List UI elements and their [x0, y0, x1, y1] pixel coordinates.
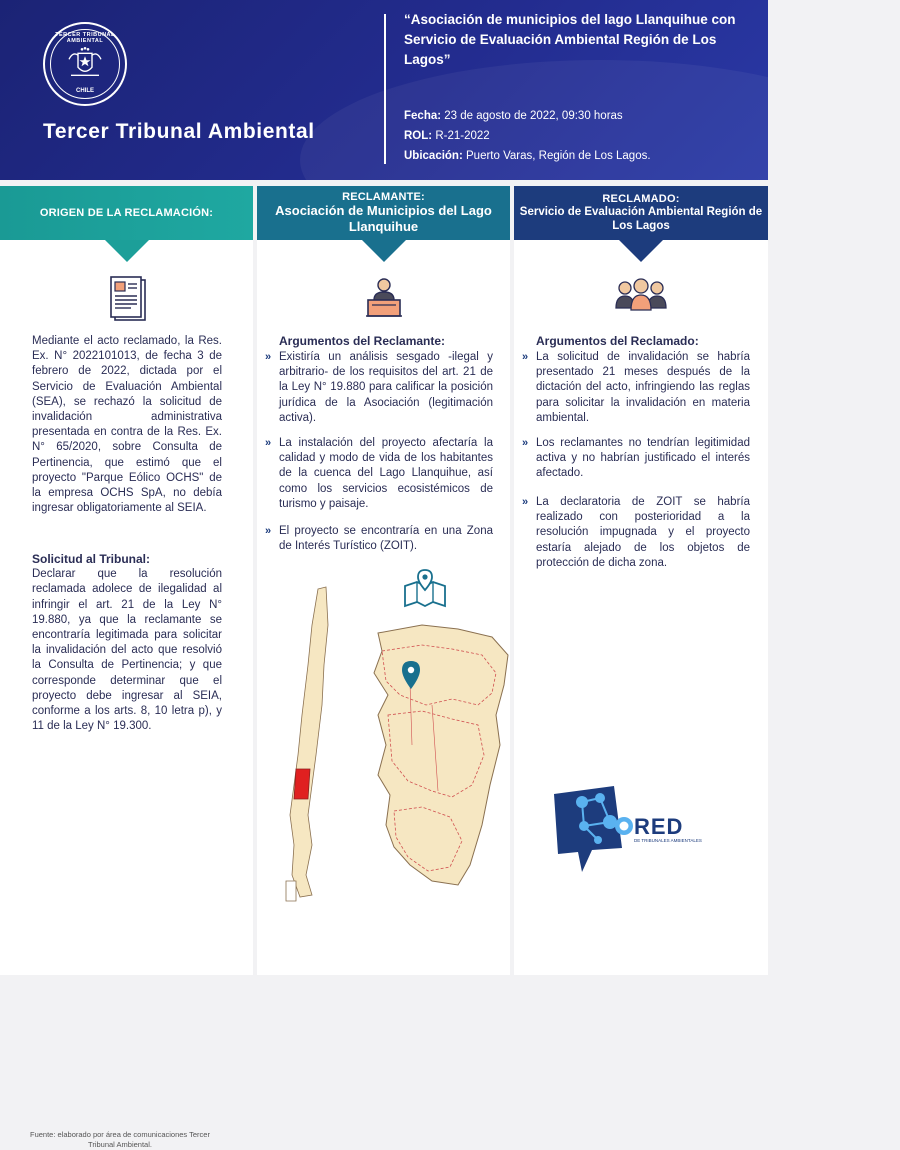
- fecha-label: Fecha:: [404, 110, 442, 122]
- rol-label: ROL:: [404, 130, 433, 142]
- header-arrow: [105, 240, 149, 262]
- chevron-right-icon: »: [522, 351, 529, 363]
- reclamante-arg-item: » La instalación del proyecto afectaría la calidad y modo de vida de los habitantes de la cuenca del Lago Llanquihue, así como los servicios ecosistémicos de turismo y paisaje.: [265, 436, 493, 512]
- reclamado-arg-item: » La solicitud de invalidación se habría presentado 21 meses después de la dictación del acto, infringiendo las reglas para solicitar la invalidación en materia ambiental.: [522, 350, 750, 426]
- header-arrow: [362, 240, 406, 262]
- organization-title: Tercer Tribunal Ambiental: [43, 120, 315, 143]
- column-header-reclamante: [257, 186, 510, 240]
- ubicacion-label: Ubicación:: [404, 150, 463, 162]
- coat-of-arms-icon: [65, 45, 105, 81]
- fecha-value: 23 de agosto de 2022, 09:30 horas: [444, 110, 623, 122]
- document-icon: [105, 274, 149, 329]
- ubicacion-value: Puerto Varas, Región de Los Lagos.: [466, 150, 651, 162]
- source-note: Fuente: elaborado por área de comunicaciones Tercer Tribunal Ambiental.: [30, 1130, 210, 1149]
- chevron-right-icon: »: [522, 496, 529, 508]
- chevron-right-icon: »: [522, 437, 529, 449]
- origen-paragraph: Mediante el acto reclamado, la Res. Ex. N° 2022101013, de fecha 3 de febrero de 2022, dictada por el Servicio de Evaluación Ambiental (SEA), se rechazó la solicitud de invalidación administrativa presentada en contra de la Res. Ex. N° 65/2020, sobre Consulta de Pertinencia, que estimó que el proyecto "Parque Eólico OCHS" de la empresa OCHS SpA, no debía ingresar obligatoriamente al SEIA.: [32, 335, 222, 515]
- heading-reclamante-name: Asociación de Municipios del Lago Llanquihue: [275, 203, 492, 234]
- chevron-right-icon: »: [265, 351, 272, 363]
- reclamante-args-title: Argumentos del Reclamante:: [279, 334, 446, 348]
- solicitud-text: Declarar que la resolución reclamada adolece de ilegalidad al infringir el art. 21 de la Ley N° 19.880, ya que la reclamante se encontraría legitimada para solicitar la invalidación del acto que resolvió la Consulta de Pertinencia; y que corresponde determinar que el proyecto debe ingresar al SEIA, conforme a los arts. 8, 10 letra p), y 11 de la Ley N° 19.300.: [32, 568, 222, 733]
- heading-reclamado-name: Servicio de Evaluación Ambiental Región de Los Lagos: [519, 206, 763, 232]
- chevron-right-icon: »: [265, 437, 272, 449]
- case-title: “Asociación de municipios del lago Llanquihue con Servicio de Evaluación Ambiental Región de Los Lagos”: [404, 12, 736, 67]
- meta-fecha: [404, 110, 623, 122]
- red-logo-subtext: DE TRIBUNALES AMBIENTALES: [634, 838, 702, 843]
- seal-country-text: CHILE: [76, 88, 94, 94]
- heading-origen: ORIGEN DE LA RECLAMACIÓN:: [39, 207, 214, 219]
- people-icon: [613, 274, 669, 319]
- column-header-origen: [0, 186, 253, 240]
- speaker-icon: [362, 274, 406, 325]
- solicitud-block: [32, 552, 222, 734]
- header-arrow: [619, 240, 663, 262]
- reclamado-arg-item: » La declaratoria de ZOIT se habría realizado con posterioridad a la resolución impugnada y el proyecto estaría alejado de los objetos de protección de dicha zona.: [522, 495, 750, 571]
- column-header-reclamado: [514, 186, 768, 240]
- seal-ring-text: TERCER TRIBUNAL AMBIENTAL: [55, 32, 115, 44]
- chevron-right-icon: »: [265, 525, 272, 537]
- meta-rol: [404, 130, 490, 142]
- red-tribunales-logo: [548, 778, 708, 879]
- reclamado-args-title: Argumentos del Reclamado:: [536, 334, 699, 348]
- reclamado-arg-item: » Los reclamantes no tendrían legitimidad activa y no habrían justificado el interés afectado.: [522, 436, 750, 482]
- reclamante-arg-item: » Existiría un análisis sesgado -ilegal y arbitrario- de los requisitos del art. 21 de la Ley N° 19.880 para calificar la posición jurídica de la Asociación (legitimación activa).: [265, 350, 493, 426]
- rol-value: R-21-2022: [435, 130, 490, 142]
- meta-ubicacion: [404, 150, 651, 162]
- region-map: [282, 585, 522, 920]
- tribunal-seal-logo: [43, 22, 127, 106]
- header-banner: [0, 0, 768, 180]
- heading-reclamado-label: RECLAMADO:: [602, 193, 680, 205]
- column-origen: [0, 186, 253, 1149]
- red-logo-wordmark: RED: [634, 814, 684, 839]
- heading-reclamante-label: RECLAMANTE:: [342, 191, 425, 203]
- header-divider: [384, 14, 386, 164]
- solicitud-title: Solicitud al Tribunal:: [32, 552, 151, 566]
- reclamante-arg-item: » El proyecto se encontraría en una Zona de Interés Turístico (ZOIT).: [265, 524, 493, 554]
